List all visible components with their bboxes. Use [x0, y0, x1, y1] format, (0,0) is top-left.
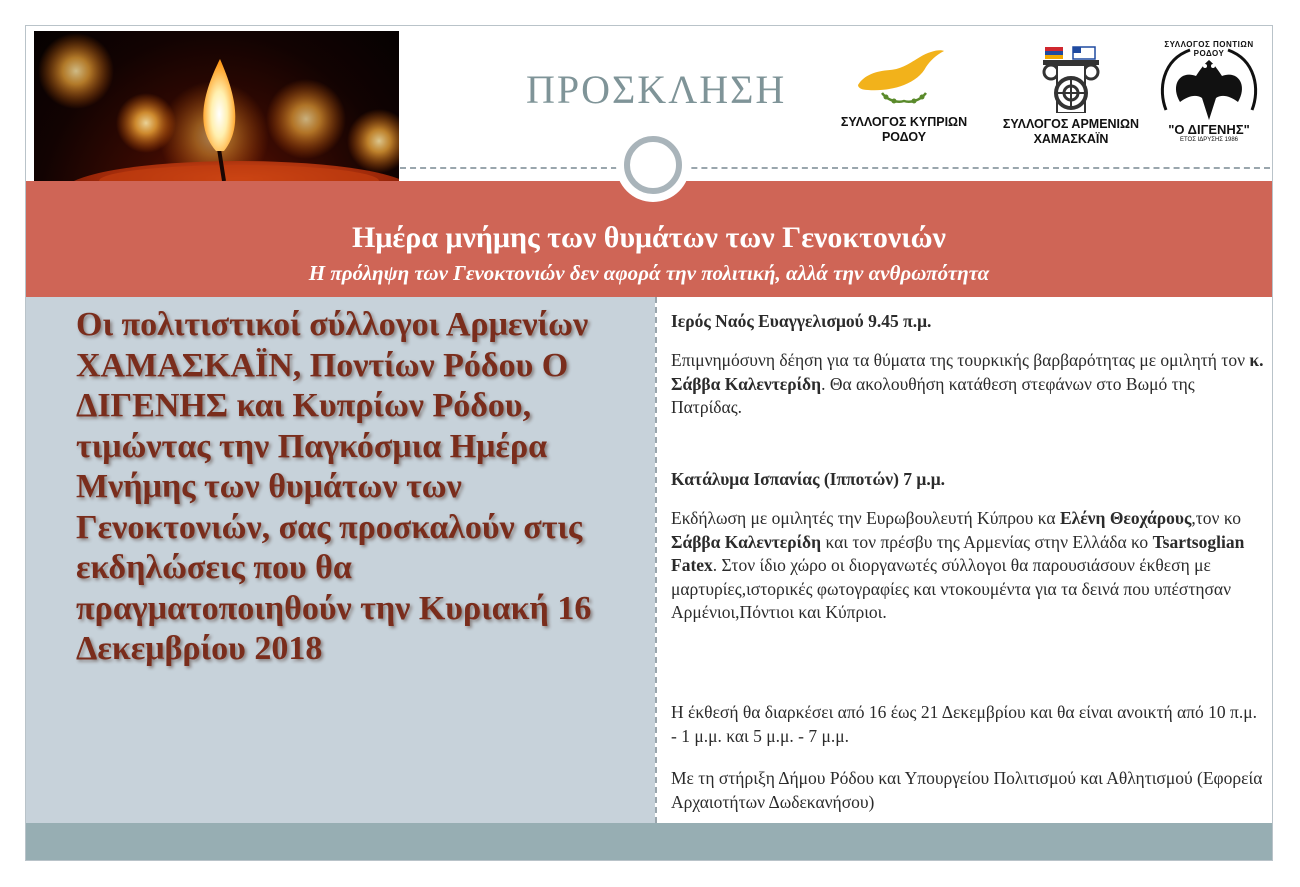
logo-cypriots-label-line2: ΡΟΔΟΥ — [881, 130, 927, 144]
castle-text-part: ,τον κο — [1191, 508, 1242, 528]
exhibition-text: Η έκθεσή θα διαρκέσει από 16 έως 21 Δεκεμβρίου και θα είναι ανοικτή από 10 π.μ. - 1 μ.μ. και 5 μ.μ. - 7 μ.μ. — [671, 702, 1258, 746]
support-text: Με τη στήριξη Δήμου Ρόδου και Υπουργείου Πολιτισμού και Αθλητισμού (Εφορεία Αρχαιοτήτων Δωδεκανήσου) — [671, 768, 1263, 812]
banner-title: Ημέρα μνήμης των θυμάτων των Γενοκτονιών — [352, 221, 946, 254]
logo-pontians-label-line2: "Ο ΔΙΓΕΝΗΣ" — [1168, 122, 1250, 137]
speaker-name: Σάββα Καλεντερίδη — [671, 531, 822, 552]
banner-subtitle: Η πρόληψη των Γενοκτονιών δεν αφορά την πολιτική, αλλά την ανθρωπότητα — [308, 261, 990, 285]
church-text-part: . Θα ακολουθήση κατάθεση στεφάνων στο Βωμό της Πατρίδας. — [671, 373, 1195, 417]
castle-event-text — [671, 507, 1267, 625]
header-divider — [400, 167, 1270, 169]
logo-cypriots-label-line1: ΣΥΛΛΟΓΟΣ ΚΥΠΡΙΩΝ — [840, 115, 968, 129]
logo-cypriots-association — [818, 45, 990, 150]
logo-armenians-label-line1: ΣΥΛΛΟΓΟΣ ΑΡΜΕΝΙΩΝ — [1002, 117, 1140, 131]
logo-pontians-label-line3: ΕΤΟΣ ΙΔΡΥΣΗΣ 1986 — [1179, 137, 1239, 143]
page-title: ΠΡΟΣΚΛΗΣΗ — [526, 67, 787, 112]
column-divider — [655, 297, 657, 823]
castle-text-part: . Στον ίδιο χώρο οι διοργανωτές σύλλογοι θα παρουσιάσουν έκθεση με μαρτυρίες,ιστορικές φωτογραφίες και ντοκουμέντα για τα δεινά που υπέστησαν Αρμένιοι,Πόντιοι και Κύπριοι. — [671, 555, 1232, 622]
ring-ornament — [616, 128, 690, 202]
church-text-part: Επιμνημόσυνη δέηση για τα θύματα της τουρκικής βαρβαρότητας με ομιλητή τον — [671, 350, 1250, 370]
cyprus-map-icon — [818, 45, 990, 110]
logo-pontians-association — [1150, 40, 1268, 158]
church-speaker-name: κ. Σάββα Καλεντερίδη — [671, 350, 1264, 394]
logo-armenians-label-line2: ΧΑΜΑΣΚΑΪΝ — [1033, 132, 1109, 146]
castle-text-part: Εκδήλωση με ομιλητές την Ευρωβουλευτή Κύπρου κα — [671, 508, 1060, 528]
speaker-name: Tsartsoglian Fatex — [671, 531, 1245, 575]
castle-event-heading: Κατάλυμα Ισπανίας (Ιπποτών) 7 μ.μ. — [671, 469, 945, 489]
church-event-heading: Ιερός Ναός Ευαγγελισμού 9.45 π.μ. — [671, 311, 932, 331]
logo-armenians-association — [993, 45, 1149, 150]
logo-pontians-label-line1: ΣΥΛΛΟΓΟΣ ΠΟΝΤΙΩΝ ΡΟΔΟΥ — [1164, 40, 1254, 58]
armenian-column-emblem-icon — [993, 45, 1149, 113]
footer-band — [26, 823, 1272, 860]
castle-text-part: και τον πρέσβυ της Αρμενίας στην Ελλάδα κο — [821, 531, 1153, 552]
church-event-text — [671, 349, 1267, 420]
invitation-text: Οι πολιτιστικοί σύλλογοι Αρμενίων ΧΑΜΑΣΚΑΪΝ, Ποντίων Ρόδου Ο ΔΙΓΕΝΗΣ και Κυπρίων Ρόδου, τιμώντας την Παγκόσμια Ημέρα Μνήμης των θυμάτων των Γενοκτονιών, σας προσκαλούν στις εκδηλώσεις που θα πραγματοποιηθούν την Κυριακή 16 Δεκεμβρίου 2018 — [76, 306, 592, 667]
speaker-name: Ελένη Θεοχάρους — [1059, 508, 1192, 528]
